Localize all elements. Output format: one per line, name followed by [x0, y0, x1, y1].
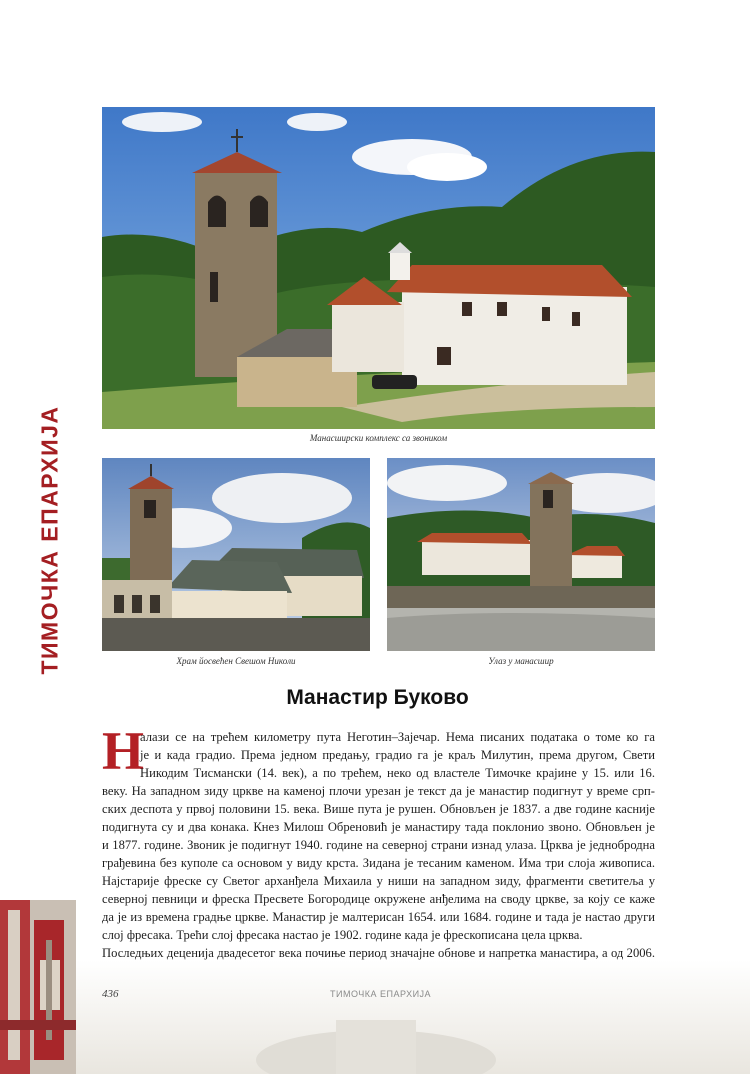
monastery-complex-photo: [102, 107, 655, 429]
body-line-11: да је из времена градње цркве. Манастир је малтерисан 1654. или 1684. године и тада је настао други: [102, 910, 655, 924]
body-line-6: подигнута су и два конака. Кнез Милош Обреновић је манастиру тада поклонио звоно. Обновљен је: [102, 820, 655, 834]
vertical-eparchy-title: [20, 405, 80, 675]
church-photo-caption: Храм йосвећен Свешом Николи: [176, 656, 296, 666]
entrance-photo: [387, 458, 655, 651]
body-line-1: алази се на трећем километру пута Неготин–Зајечар. Нема писаних података о томе ко га: [140, 730, 655, 744]
article-title: Манастир Буково: [286, 686, 469, 709]
body-line-9: Најстарије фреске су Светог арханђела Михаила у ниши на западном зиду, фрагменти светитеља у: [102, 874, 655, 888]
entrance-photo-caption: Улаз у манасшир: [488, 656, 554, 666]
page-number: 436: [102, 988, 119, 1000]
body-line-10: северној певници и фреска Пресвете Богородице окружене анђелима на своду цркве, за коју се каже: [102, 892, 655, 906]
main-photo-caption: Манасширски комплекс са звоником: [309, 433, 448, 443]
running-head: ТИМОЧКА ЕПАРХИЈА: [330, 989, 432, 999]
body-line-12: слој фресака. Трећи слој фресака настао је 1902. године када је фрескописана цела црква.: [102, 928, 583, 942]
body-line-2: је и када градио. Према једном предању, градио га је краљ Милутин, према другом, Свети: [140, 748, 655, 762]
vertical-eparchy-title-text: ТИМОЧКА ЕПАРХИЈА: [36, 405, 63, 675]
body-line-7: и 1877. године. Звоник је подигнут 1940. године на северној страни изнад улаза. Црква је једнобродна: [102, 838, 655, 852]
body-line-8: грађевина без куполе са основом у виду крста. Зидана је тесаним каменом. Има три слоја живописа.: [102, 856, 655, 870]
body-line-5: ских деспота у првој половини 15. века. Више пута је рушен. Обновљен је 1837. а две године касније: [102, 802, 655, 816]
body-line-3: Никодим Тисмански (14. век), а по трећем, неко од властеле Тимочке крајине у 15. или 16.: [140, 766, 655, 780]
body-line-13: Последњих деценија двадесетог века почиње период значајне обнове и напретка манастира, а од 2006.: [102, 946, 655, 960]
drop-cap: Н: [102, 721, 145, 781]
faded-background-image: [76, 960, 750, 1074]
body-line-4: веку. На западном зиду цркве на каменој плочи урезан је текст да је манастир подигнут у време срп-: [102, 784, 655, 798]
church-photo: [102, 458, 370, 651]
fresco-fragment-image: [0, 900, 76, 1074]
